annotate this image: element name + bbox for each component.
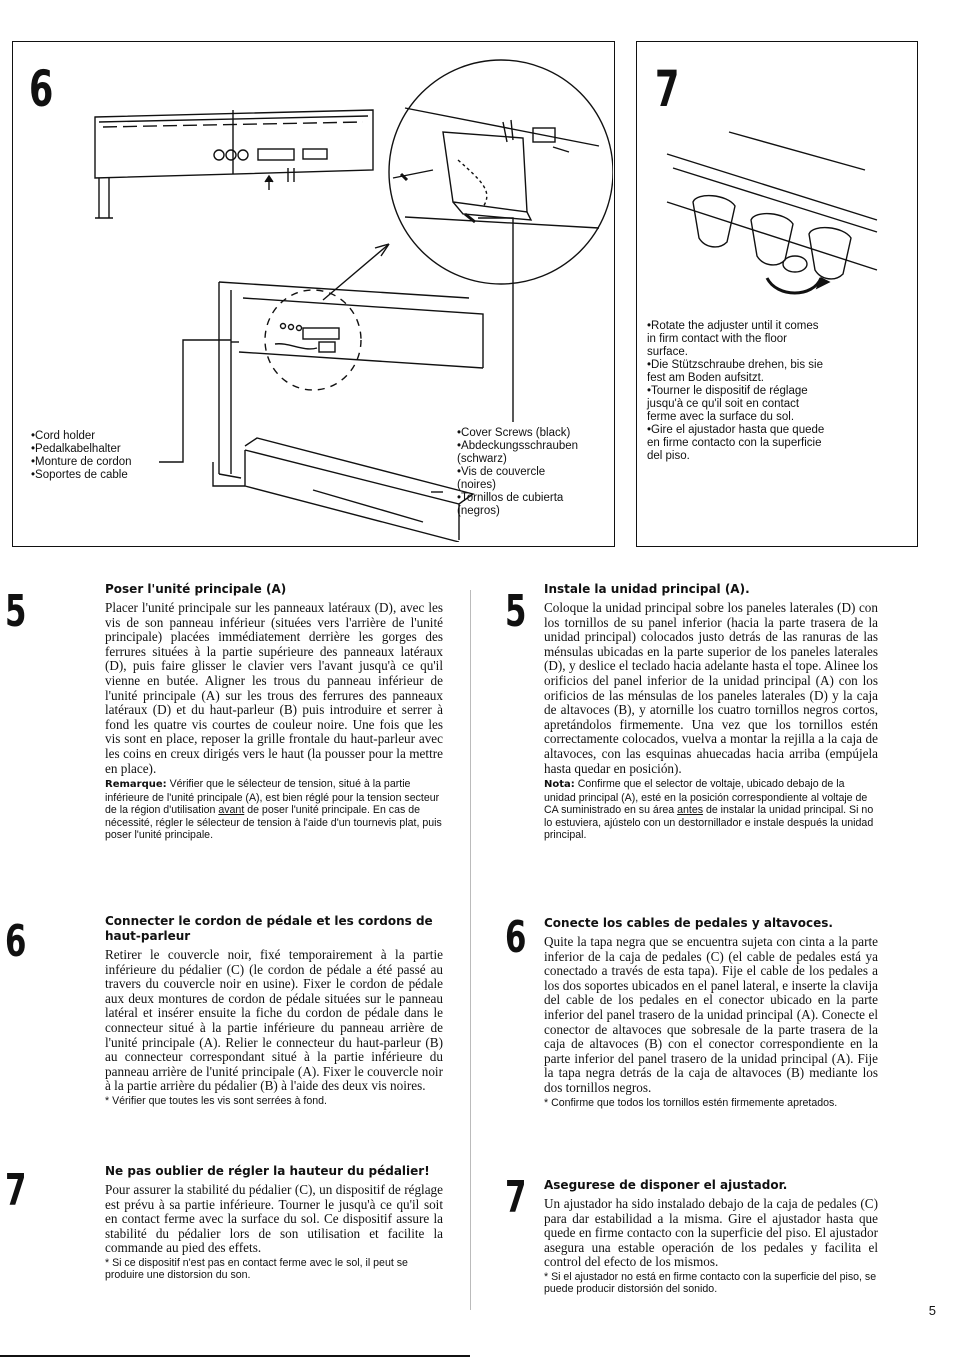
spanish-note [544, 778, 878, 842]
caption-line: •Vis de couvercle [457, 466, 546, 478]
caption-line: •Tornillos de cubierta [457, 492, 564, 504]
caption-line: •Abdeckungsschrauben [457, 440, 579, 452]
caption-line: (negros) [457, 505, 500, 517]
piano-drawing [213, 244, 483, 542]
caption-line: del piso. [647, 450, 690, 462]
caption-line: jusqu'à ce qu'il soit en contact [647, 398, 800, 410]
spanish-step-7-number: 7 [505, 1172, 527, 1223]
caption-line: ferme avec la surface du sol. [647, 411, 795, 423]
caption-line: (noires) [457, 479, 496, 491]
spanish-section-6-title: Conecte los cables de pedales y altavoces. [544, 916, 833, 930]
spanish-section-7 [544, 1178, 878, 1296]
french-section-6-body: Retirer le couvercle noir, fixé temporairement à la partie inférieure du pédalier (C) (le cordon de pédale a été passé au travers du couvercle noir en usine). Fixer le cordon de pédale aux deux montures de cordon de pédale situées sur le panneau latéral et insérer ensuite la fiche du cordon de pédale dans le connecteur situé à la partie inférieure du panneau arrière de l'unité principale (A). Relier le connecteur du haut-parleur (B) au connecteur correspondant situé à la partie inférieure du panneau arrière de l'unité principale (A). Fixer le couvercle noir à la partie arrière du pédalier (B) à l'aide des deux vis noires. [105, 947, 443, 1094]
figure-7-panel [636, 41, 918, 547]
caption-line: •Die Stützschraube drehen, bis sie [647, 359, 823, 371]
caption-line: •Rotate the adjuster until it comes [647, 320, 819, 332]
french-section-6 [105, 914, 443, 1107]
cord-holder-leader [159, 340, 231, 462]
french-step-6-number: 6 [5, 916, 27, 967]
note-label: Nota: [544, 779, 575, 791]
spanish-section-7-title: Asegurese de disponer el ajustador. [544, 1178, 788, 1192]
pedal-adjuster-illustration [637, 42, 917, 312]
spanish-section-5-title: Instale la unidad principal (A). [544, 582, 750, 596]
french-section-6-title: Connecter le cordon de pédale et les cordons de haut-parleur [105, 914, 433, 943]
spanish-section-5 [544, 582, 878, 842]
caption-line: •Tourner le dispositif de réglage [647, 385, 808, 397]
caption-line: •Soportes de cable [31, 469, 128, 481]
note-text-b: de instalar la unidad principal. Si no lo estuviera, ajústelo con un destornillador e instale después la unidad principal. [544, 804, 874, 842]
page-number: 5 [928, 1303, 936, 1318]
figure-7-number: 7 [655, 60, 680, 118]
spanish-section-5-body: Coloque la unidad principal sobre los paneles laterales (D) con los tornillos de su panel inferior (hacia la parte trasera de la unidad principal) colocados justo detrás de las ranuras de las ménsulas ubicadas en la parte superior de los paneles laterales (D), y deslice el teclado hacia adelante hasta el tope. Alinee los orificios del panel inferior de la unidad principal (A) con los orificios de las ménsulas de los paneles laterales (D) y la caja de altavoces (B), y atornille los cuatro tornillos negros cortos, apretándolos firmemente. Una vez que los tornillos estén correctamente colocados, vuelva a montar la rejilla a la caja de altavoces, con las esquinas ahuecadas hacia arriba (empújela hasta quedar en posición). [544, 600, 878, 776]
caption-line: (schwarz) [457, 453, 507, 465]
french-section-7-footnote: * Si ce dispositif n'est pas en contact ferme avec le sol, il peut se produire une distorsion du son. [105, 1256, 408, 1282]
magnified-circle-drawing [389, 60, 613, 422]
caption-line: •Gire el ajustador hasta que quede [647, 424, 825, 436]
note-text-b: de poser l'unité principale. En cas de nécessité, régler le sélecteur de tension à l'aide d'un tournevis plat, puis poser l'unité principale. [105, 804, 442, 842]
french-section-5-title: Poser l'unité principale (A) [105, 582, 287, 596]
caption-line: •Monture de cordon [31, 456, 132, 468]
spanish-section-6 [544, 916, 878, 1109]
spanish-step-6-number: 6 [505, 912, 527, 963]
caption-line: •Cover Screws (black) [457, 427, 571, 439]
french-section-5 [105, 582, 443, 842]
main-unit-closeup-drawing [95, 110, 373, 218]
column-divider [470, 590, 471, 1310]
caption-line: •Cord holder [31, 430, 96, 442]
french-section-7-title: Ne pas oublier de régler la hauteur du pédalier! [105, 1164, 430, 1178]
spanish-section-7-body: Un ajustador ha sido instalado debajo de la caja de pedales (C) para dar estabilidad a la misma. Gire el ajustador hasta que quede en firme contacto con la superficie del piso. El ajustador asegura una estable operación de los pedales y facilita el control del efecto de los mismos. [544, 1196, 878, 1270]
french-step-5-number: 5 [5, 586, 27, 637]
french-section-6-footnote: * Vérifier que toutes les vis sont serrées à fond. [105, 1094, 327, 1107]
cord-holder-caption [31, 430, 132, 482]
french-step-7-number: 7 [5, 1165, 27, 1216]
note-text-a: Confirme que el selector de voltaje, ubicado debajo de la unidad principal (A), esté en la posición correspondiente al voltaje de CA suministrado en su área [544, 778, 868, 817]
caption-line: surface. [647, 346, 688, 358]
caption-line: •Pedalkabelhalter [31, 443, 121, 455]
adjuster-caption [647, 320, 824, 463]
french-note [105, 778, 443, 842]
caption-line: fest am Boden aufsitzt. [647, 372, 764, 384]
figure-6-panel [12, 41, 615, 547]
caption-line: in firm contact with the floor [647, 333, 787, 345]
figure-6-number: 6 [29, 60, 54, 118]
note-underlined: avant [218, 804, 245, 817]
spanish-step-5-number: 5 [505, 586, 527, 637]
french-section-5-body: Placer l'unité principale sur les panneaux latéraux (D), avec les vis de son panneau inférieur (situées vers l'arrière de l'unité principale) placées immédiatement derrière les gorges des ferrures situées à la partie supérieure des panneaux latéraux (D), puis faire glisser le clavier vers l'avant jusqu'à ce qu'il vienne en butée. Aligner les trous du panneau inférieur de l'unité principale (A) sur les trous des ferrures des panneaux latéraux (D) et du haut-parleur (B) puis introduire et serrer à fond les quatre vis courtes de couleur noire. Une fois que les vis sont en place, reposer la grille frontale du haut-parleur avec les coins en creux dirigés vers le haut (la pousser pour la mettre en place). [105, 600, 443, 776]
bottom-rule [0, 1355, 470, 1357]
note-text-a: Vérifier que le sélecteur de tension, situé à la partie inférieure de l'unité principale (A), est bien réglé pour la tension secteur de la région d'utilisation [105, 778, 440, 817]
spanish-section-6-body: Quite la tapa negra que se encuentra sujeta con cinta a la parte inferior de la caja de pedales (C) (el cable de pedales está ya conectado a través de esta tapa). Fije el cable de los pedales a los dos soportes ubicados en el panel lateral, e inserte la clavija del cable de los pedales en el conector ubicado en la parte inferior del panel trasero de la unidad principal (A). Conecte el conector de altavoces que sobresale de la parte trasera de la caja de altavoces (B) con el conector correspondiente en la parte inferior del panel trasero de la unidad principal (A). Fije la tapa negra detrás de la caja de altavoces (B) mediante los dos tornillos negros. [544, 934, 878, 1095]
spanish-section-7-footnote: * Si el ajustador no está en firme contacto con la superficie del piso, se puede producir distorsión del sonido. [544, 1270, 877, 1296]
note-label: Remarque: [105, 779, 167, 791]
cover-screws-caption [457, 427, 578, 518]
caption-line: en firme contacto con la superficie [647, 437, 822, 449]
note-underlined: antes [677, 804, 704, 817]
spanish-section-6-footnote: * Confirme que todos los tornillos estén firmemente apretados. [544, 1096, 838, 1109]
french-section-7 [105, 1164, 443, 1282]
french-section-7-body: Pour assurer la stabilité du pédalier (C), un dispositif de réglage est prévu à sa partie inférieure. Tourner le jusqu'à ce qu'il soit en contact ferme avec la surface du sol. Ce dispositif assure la stabilité du pédalier lors de son utilisation et facilite la commande au pied des effets. [105, 1182, 443, 1256]
